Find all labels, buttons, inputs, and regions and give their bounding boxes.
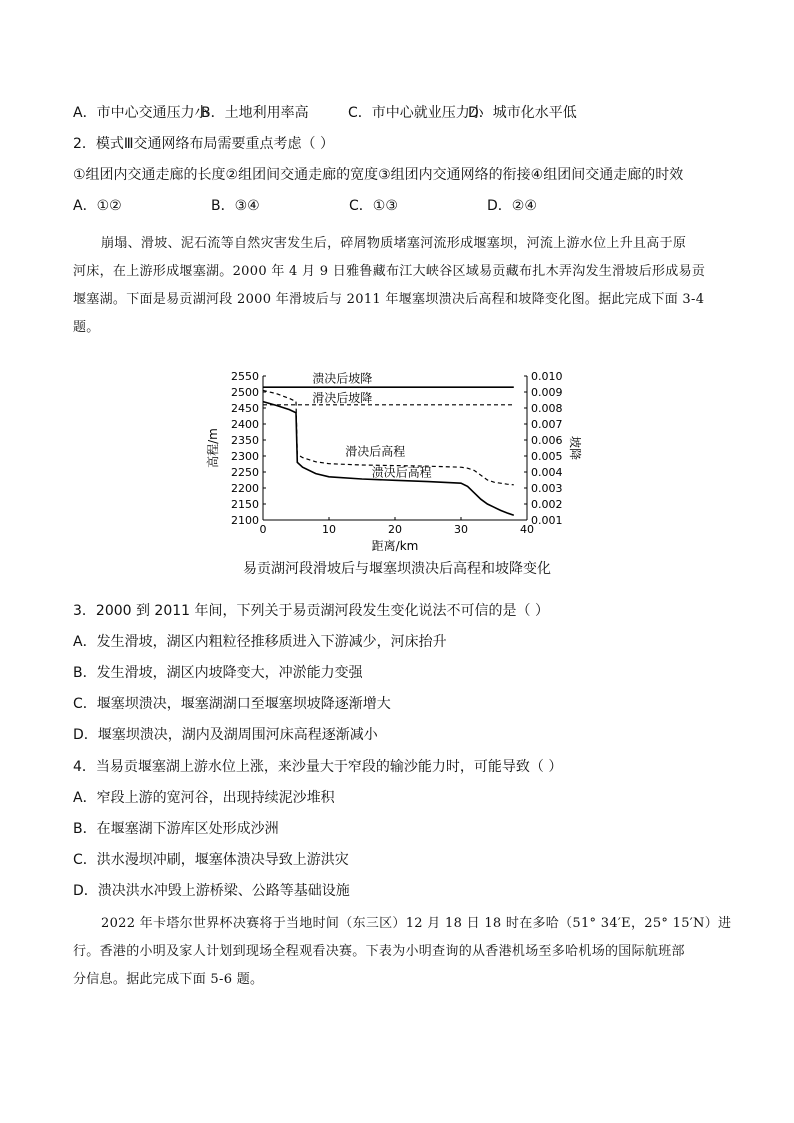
x-tick-label: 20: [388, 523, 402, 536]
y-tick-label: 2400: [231, 418, 259, 431]
passage-landslide-line2: 河床，在上游形成堰塞湖。2000 年 4 月 9 日雅鲁藏布江大峡谷区域易贡藏布扎木弄沟发生滑坡后形成易贡: [73, 264, 706, 279]
x-tick-label: 0: [259, 523, 267, 536]
q4-option-d: D．溃决洪水冲毁上游桥梁、公路等基础设施: [73, 883, 350, 899]
elevation-gradient-chart: [200, 362, 580, 554]
y2-tick-label: 0.006: [531, 434, 563, 447]
q4-option-c: C．洪水漫坝冲刷，堰塞体溃决导致上游洪灾: [73, 852, 349, 868]
y2-tick-label: 0.009: [531, 386, 563, 399]
chart-labels: [205, 370, 583, 553]
x-axis-label: 距离/km: [371, 539, 419, 553]
x-tick-label: 30: [454, 523, 468, 536]
label-slide-elevation: 滑决后高程: [345, 444, 406, 459]
q2-items: ①组团内交通走廊的长度②组团间交通走廊的宽度③组团内交通网络的衔接④组团间交通走廊的时效: [73, 167, 684, 183]
y-tick-label: 2300: [231, 450, 259, 463]
chart-title: 易贡湖河段滑坡后与堰塞坝溃决后高程和坡降变化: [243, 561, 551, 577]
label-slide-gradient: 滑决后坡降: [312, 390, 373, 405]
x-tick-label: 40: [520, 523, 534, 536]
q4-stem: 4．当易贡堰塞湖上游水位上涨，来沙量大于窄段的输沙能力时，可能导致（ ）: [73, 759, 563, 775]
y-tick-label: 2100: [231, 514, 259, 527]
y-tick-label: 2350: [231, 434, 259, 447]
y-axis-label: 高程/m: [206, 428, 220, 468]
q3-stem: 3．2000 到 2011 年间，下列关于易贡湖河段发生变化说法不可信的是（ ）: [73, 603, 549, 619]
q2-option-d: D．②④: [487, 198, 537, 214]
y-tick-label: 2200: [231, 482, 259, 495]
q2-option-c: C．①③: [349, 198, 398, 214]
y2-tick-label: 0.001: [531, 514, 563, 527]
x-tick-label: 10: [322, 523, 336, 536]
passage-landslide-line1: 崩塌、滑坡、泥石流等自然灾害发生后，碎屑物质堵塞河流形成堰塞坝，河流上游水位上升且高于原: [101, 236, 687, 251]
y2-tick-label: 0.007: [531, 418, 563, 431]
y-tick-label: 2450: [231, 402, 259, 415]
passage-landslide-line4: 题。: [73, 320, 100, 335]
label-burst-gradient: 溃决后坡降: [312, 371, 373, 386]
q4-option-b: B．在堰塞湖下游库区处形成沙洲: [73, 821, 279, 837]
y2-tick-label: 0.010: [531, 370, 563, 383]
y-tick-label: 2150: [231, 498, 259, 511]
y2-axis-label: 坡降: [568, 435, 582, 461]
q2-stem: 2．模式Ⅲ交通网络布局需要重点考虑（ ）: [73, 136, 335, 152]
q3-option-a: A．发生滑坡，湖区内粗粒径推移质进入下游减少，河床抬升: [73, 634, 447, 650]
passage-landslide: [73, 230, 723, 342]
q1-option-c: C．市中心就业压力小: [348, 105, 484, 121]
q4-option-a: A．窄段上游的宽河谷，出现持续泥沙堆积: [73, 790, 335, 806]
y2-tick-label: 0.005: [531, 450, 563, 463]
q1-option-b: B．土地利用率高: [201, 105, 309, 121]
y2-tick-label: 0.004: [531, 466, 563, 479]
q2-option-b: B．③④: [211, 198, 260, 214]
passage-landslide-line3: 堰塞湖。下面是易贡湖河段 2000 年滑坡后与 2011 年堰塞坝溃决后高程和坡降变化图。据此完成下面 3-4: [73, 292, 705, 307]
passage-worldcup-line3: 分信息。据此完成下面 5-6 题。: [73, 972, 264, 987]
q3-option-c: C．堰塞坝溃决，堰塞湖湖口至堰塞坝坡降逐渐增大: [73, 696, 391, 712]
y-tick-label: 2250: [231, 466, 259, 479]
passage-worldcup-line1: 2022 年卡塔尔世界杯决赛将于当地时间（东三区）12 月 18 日 18 时在多哈（51° 34′E，25° 15′N）进: [101, 916, 732, 931]
label-burst-elevation: 溃决后高程: [371, 465, 432, 480]
y2-tick-label: 0.008: [531, 402, 563, 415]
q1-option-d: D．城市化水平低: [468, 105, 577, 121]
q3-option-d: D．堰塞坝溃决，湖内及湖周围河床高程逐渐减小: [73, 727, 378, 743]
q1-option-a: A．市中心交通压力小: [73, 105, 209, 121]
q3-option-b: B．发生滑坡，湖区内坡降变大，冲淤能力变强: [73, 665, 363, 681]
y2-tick-label: 0.003: [531, 482, 563, 495]
q2-option-a: A．①②: [73, 198, 122, 214]
passage-worldcup: [73, 910, 732, 994]
passage-worldcup-line2: 行。香港的小明及家人计划到现场全程观看决赛。下表为小明查询的从香港机场至多哈机场的国际航班部: [73, 944, 685, 959]
y-tick-label: 2550: [231, 370, 259, 383]
y2-tick-label: 0.002: [531, 498, 563, 511]
y-tick-label: 2500: [231, 386, 259, 399]
